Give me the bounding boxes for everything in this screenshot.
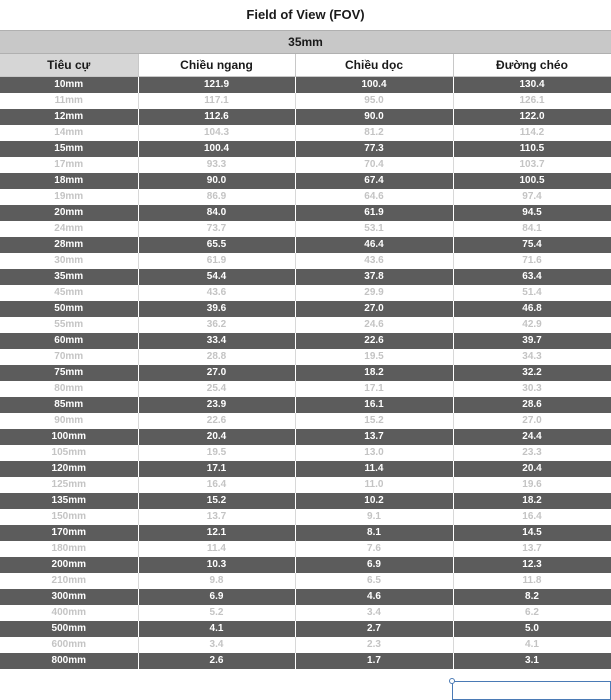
diagonal-cell[interactable]: 94.5	[453, 205, 611, 221]
diagonal-cell[interactable]: 19.6	[453, 477, 611, 493]
vertical-cell[interactable]: 19.5	[295, 349, 453, 365]
focal-length-cell[interactable]: 12mm	[0, 109, 138, 125]
table-row	[0, 381, 611, 397]
diagonal-cell[interactable]: 3.1	[453, 653, 611, 669]
diagonal-cell[interactable]: 63.4	[453, 269, 611, 285]
horizontal-cell[interactable]: 73.7	[138, 221, 295, 237]
focal-length-cell[interactable]: 15mm	[0, 141, 138, 157]
focal-length-cell[interactable]: 500mm	[0, 621, 138, 637]
vertical-cell[interactable]: 95.0	[295, 93, 453, 109]
vertical-cell[interactable]: 37.8	[295, 269, 453, 285]
diagonal-cell[interactable]: 126.1	[453, 93, 611, 109]
table-row	[0, 621, 611, 637]
table-row	[0, 221, 611, 237]
horizontal-cell[interactable]: 28.8	[138, 349, 295, 365]
horizontal-cell[interactable]: 65.5	[138, 237, 295, 253]
diagonal-cell[interactable]: 122.0	[453, 109, 611, 125]
horizontal-cell[interactable]: 19.5	[138, 445, 295, 461]
vertical-cell[interactable]: 53.1	[295, 221, 453, 237]
horizontal-cell[interactable]: 61.9	[138, 253, 295, 269]
horizontal-cell[interactable]: 54.4	[138, 269, 295, 285]
focal-length-cell[interactable]: 60mm	[0, 333, 138, 349]
horizontal-cell[interactable]: 84.0	[138, 205, 295, 221]
vertical-cell[interactable]: 6.5	[295, 573, 453, 589]
horizontal-cell[interactable]: 2.6	[138, 653, 295, 669]
vertical-cell[interactable]: 46.4	[295, 237, 453, 253]
table-row	[0, 269, 611, 285]
vertical-cell[interactable]: 90.0	[295, 109, 453, 125]
focal-length-cell[interactable]: 20mm	[0, 205, 138, 221]
vertical-cell[interactable]: 64.6	[295, 189, 453, 205]
table-row	[0, 189, 611, 205]
focal-length-cell[interactable]: 210mm	[0, 573, 138, 589]
vertical-cell[interactable]: 77.3	[295, 141, 453, 157]
table-row	[0, 205, 611, 221]
table-row	[0, 157, 611, 173]
table-row	[0, 93, 611, 109]
focal-length-cell[interactable]: 105mm	[0, 445, 138, 461]
focal-length-cell[interactable]: 35mm	[0, 269, 138, 285]
vertical-cell[interactable]: 3.4	[295, 605, 453, 621]
diagonal-cell[interactable]: 75.4	[453, 237, 611, 253]
horizontal-cell[interactable]: 20.4	[138, 429, 295, 445]
vertical-cell[interactable]: 16.1	[295, 397, 453, 413]
diagonal-cell[interactable]: 130.4	[453, 77, 611, 94]
table-row	[0, 109, 611, 125]
focal-length-cell[interactable]: 125mm	[0, 477, 138, 493]
horizontal-cell[interactable]: 10.3	[138, 557, 295, 573]
focal-length-cell[interactable]: 28mm	[0, 237, 138, 253]
horizontal-cell[interactable]: 6.9	[138, 589, 295, 605]
vertical-cell[interactable]: 61.9	[295, 205, 453, 221]
horizontal-cell[interactable]: 27.0	[138, 365, 295, 381]
focal-length-cell[interactable]: 19mm	[0, 189, 138, 205]
diagonal-cell[interactable]: 32.2	[453, 365, 611, 381]
table-row	[0, 445, 611, 461]
focal-length-cell[interactable]: 90mm	[0, 413, 138, 429]
focal-length-cell[interactable]: 80mm	[0, 381, 138, 397]
diagonal-cell[interactable]: 11.8	[453, 573, 611, 589]
horizontal-cell[interactable]: 25.4	[138, 381, 295, 397]
focal-length-cell[interactable]: 600mm	[0, 637, 138, 653]
diagonal-cell[interactable]: 23.3	[453, 445, 611, 461]
vertical-cell[interactable]: 81.2	[295, 125, 453, 141]
horizontal-cell[interactable]: 39.6	[138, 301, 295, 317]
diagonal-cell[interactable]: 39.7	[453, 333, 611, 349]
header-vertical[interactable]: Chiều dọc	[295, 54, 453, 77]
vertical-cell[interactable]: 67.4	[295, 173, 453, 189]
header-diagonal[interactable]: Đường chéo	[453, 54, 611, 77]
horizontal-cell[interactable]: 9.8	[138, 573, 295, 589]
focal-length-cell[interactable]: 55mm	[0, 317, 138, 333]
focal-length-cell[interactable]: 24mm	[0, 221, 138, 237]
vertical-cell[interactable]: 4.6	[295, 589, 453, 605]
focal-length-cell[interactable]: 100mm	[0, 429, 138, 445]
focal-length-cell[interactable]: 200mm	[0, 557, 138, 573]
horizontal-cell[interactable]: 16.4	[138, 477, 295, 493]
diagonal-cell[interactable]: 20.4	[453, 461, 611, 477]
focal-length-cell[interactable]: 300mm	[0, 589, 138, 605]
diagonal-cell[interactable]: 12.3	[453, 557, 611, 573]
focal-length-cell[interactable]: 85mm	[0, 397, 138, 413]
table-row	[0, 637, 611, 653]
table-row	[0, 77, 611, 94]
focal-length-cell[interactable]: 150mm	[0, 509, 138, 525]
table-body	[0, 77, 611, 670]
diagonal-cell[interactable]: 110.5	[453, 141, 611, 157]
vertical-cell[interactable]: 13.0	[295, 445, 453, 461]
diagonal-cell[interactable]: 100.5	[453, 173, 611, 189]
vertical-cell[interactable]: 17.1	[295, 381, 453, 397]
diagonal-cell[interactable]: 8.2	[453, 589, 611, 605]
focal-length-cell[interactable]: 170mm	[0, 525, 138, 541]
diagonal-cell[interactable]: 34.3	[453, 349, 611, 365]
vertical-cell[interactable]: 8.1	[295, 525, 453, 541]
diagonal-cell[interactable]: 97.4	[453, 189, 611, 205]
vertical-cell[interactable]: 43.6	[295, 253, 453, 269]
horizontal-cell[interactable]: 43.6	[138, 285, 295, 301]
horizontal-cell[interactable]: 100.4	[138, 141, 295, 157]
horizontal-cell[interactable]: 22.6	[138, 413, 295, 429]
table-row	[0, 253, 611, 269]
vertical-cell[interactable]: 15.2	[295, 413, 453, 429]
table-row	[0, 141, 611, 157]
cell-selection-outline	[452, 681, 611, 700]
diagonal-cell[interactable]: 18.2	[453, 493, 611, 509]
focal-length-cell[interactable]: 14mm	[0, 125, 138, 141]
column-header-row	[0, 54, 611, 77]
diagonal-cell[interactable]: 42.9	[453, 317, 611, 333]
diagonal-cell[interactable]: 28.6	[453, 397, 611, 413]
diagonal-cell[interactable]: 16.4	[453, 509, 611, 525]
diagonal-cell[interactable]: 27.0	[453, 413, 611, 429]
table-row	[0, 333, 611, 349]
horizontal-cell[interactable]: 17.1	[138, 461, 295, 477]
diagonal-cell[interactable]: 46.8	[453, 301, 611, 317]
table-row	[0, 365, 611, 381]
vertical-cell[interactable]: 13.7	[295, 429, 453, 445]
diagonal-cell[interactable]: 103.7	[453, 157, 611, 173]
horizontal-cell[interactable]: 93.3	[138, 157, 295, 173]
diagonal-cell[interactable]: 71.6	[453, 253, 611, 269]
diagonal-cell[interactable]: 6.2	[453, 605, 611, 621]
horizontal-cell[interactable]: 15.2	[138, 493, 295, 509]
header-horizontal[interactable]: Chiều ngang	[138, 54, 295, 77]
vertical-cell[interactable]: 7.6	[295, 541, 453, 557]
table-row	[0, 317, 611, 333]
focal-length-cell[interactable]: 800mm	[0, 653, 138, 669]
focal-length-cell[interactable]: 70mm	[0, 349, 138, 365]
horizontal-cell[interactable]: 11.4	[138, 541, 295, 557]
diagonal-cell[interactable]: 51.4	[453, 285, 611, 301]
table-row	[0, 493, 611, 509]
focal-length-cell[interactable]: 11mm	[0, 93, 138, 109]
vertical-cell[interactable]: 11.4	[295, 461, 453, 477]
focal-length-cell[interactable]: 17mm	[0, 157, 138, 173]
diagonal-cell[interactable]: 30.3	[453, 381, 611, 397]
horizontal-cell[interactable]: 12.1	[138, 525, 295, 541]
diagonal-cell[interactable]: 114.2	[453, 125, 611, 141]
horizontal-cell[interactable]: 4.1	[138, 621, 295, 637]
horizontal-cell[interactable]: 112.6	[138, 109, 295, 125]
table-row	[0, 301, 611, 317]
horizontal-cell[interactable]: 117.1	[138, 93, 295, 109]
diagonal-cell[interactable]: 84.1	[453, 221, 611, 237]
vertical-cell[interactable]: 9.1	[295, 509, 453, 525]
table-row	[0, 525, 611, 541]
horizontal-cell[interactable]: 121.9	[138, 77, 295, 94]
vertical-cell[interactable]: 10.2	[295, 493, 453, 509]
vertical-cell[interactable]: 22.6	[295, 333, 453, 349]
horizontal-cell[interactable]: 104.3	[138, 125, 295, 141]
focal-length-cell[interactable]: 400mm	[0, 605, 138, 621]
focal-length-cell[interactable]: 45mm	[0, 285, 138, 301]
horizontal-cell[interactable]: 86.9	[138, 189, 295, 205]
vertical-cell[interactable]: 29.9	[295, 285, 453, 301]
vertical-cell[interactable]: 11.0	[295, 477, 453, 493]
horizontal-cell[interactable]: 13.7	[138, 509, 295, 525]
horizontal-cell[interactable]: 36.2	[138, 317, 295, 333]
header-focal-length[interactable]: Tiêu cự	[0, 54, 138, 77]
table-row	[0, 173, 611, 189]
table-row	[0, 461, 611, 477]
table-row	[0, 237, 611, 253]
table-row	[0, 605, 611, 621]
vertical-cell[interactable]: 27.0	[295, 301, 453, 317]
focal-length-cell[interactable]: 18mm	[0, 173, 138, 189]
focal-length-cell[interactable]: 10mm	[0, 77, 138, 94]
focal-length-cell[interactable]: 75mm	[0, 365, 138, 381]
vertical-cell[interactable]: 18.2	[295, 365, 453, 381]
diagonal-cell[interactable]: 13.7	[453, 541, 611, 557]
vertical-cell[interactable]: 70.4	[295, 157, 453, 173]
focal-length-cell[interactable]: 135mm	[0, 493, 138, 509]
table-row	[0, 285, 611, 301]
vertical-cell[interactable]: 6.9	[295, 557, 453, 573]
horizontal-cell[interactable]: 33.4	[138, 333, 295, 349]
vertical-cell[interactable]: 100.4	[295, 77, 453, 94]
selection-handle[interactable]	[449, 678, 455, 684]
horizontal-cell[interactable]: 3.4	[138, 637, 295, 653]
table-row	[0, 557, 611, 573]
diagonal-cell[interactable]: 24.4	[453, 429, 611, 445]
table-row	[0, 589, 611, 605]
vertical-cell[interactable]: 2.7	[295, 621, 453, 637]
fov-table	[0, 54, 611, 669]
table-row	[0, 413, 611, 429]
table-row	[0, 509, 611, 525]
table-row	[0, 573, 611, 589]
diagonal-cell[interactable]: 14.5	[453, 525, 611, 541]
focal-length-cell[interactable]: 120mm	[0, 461, 138, 477]
vertical-cell[interactable]: 2.3	[295, 637, 453, 653]
focal-length-cell[interactable]: 50mm	[0, 301, 138, 317]
table-row	[0, 349, 611, 365]
table-row	[0, 125, 611, 141]
table-row	[0, 429, 611, 445]
table-row	[0, 541, 611, 557]
table-row	[0, 653, 611, 669]
diagonal-cell[interactable]: 4.1	[453, 637, 611, 653]
horizontal-cell[interactable]: 5.2	[138, 605, 295, 621]
table-row	[0, 477, 611, 493]
focal-length-cell[interactable]: 30mm	[0, 253, 138, 269]
focal-length-cell[interactable]: 180mm	[0, 541, 138, 557]
vertical-cell[interactable]: 1.7	[295, 653, 453, 669]
horizontal-cell[interactable]: 90.0	[138, 173, 295, 189]
vertical-cell[interactable]: 24.6	[295, 317, 453, 333]
sheet-title: Field of View (FOV)	[246, 7, 365, 22]
horizontal-cell[interactable]: 23.9	[138, 397, 295, 413]
diagonal-cell[interactable]: 5.0	[453, 621, 611, 637]
sensor-format-header: 35mm	[0, 30, 611, 54]
table-row	[0, 397, 611, 413]
